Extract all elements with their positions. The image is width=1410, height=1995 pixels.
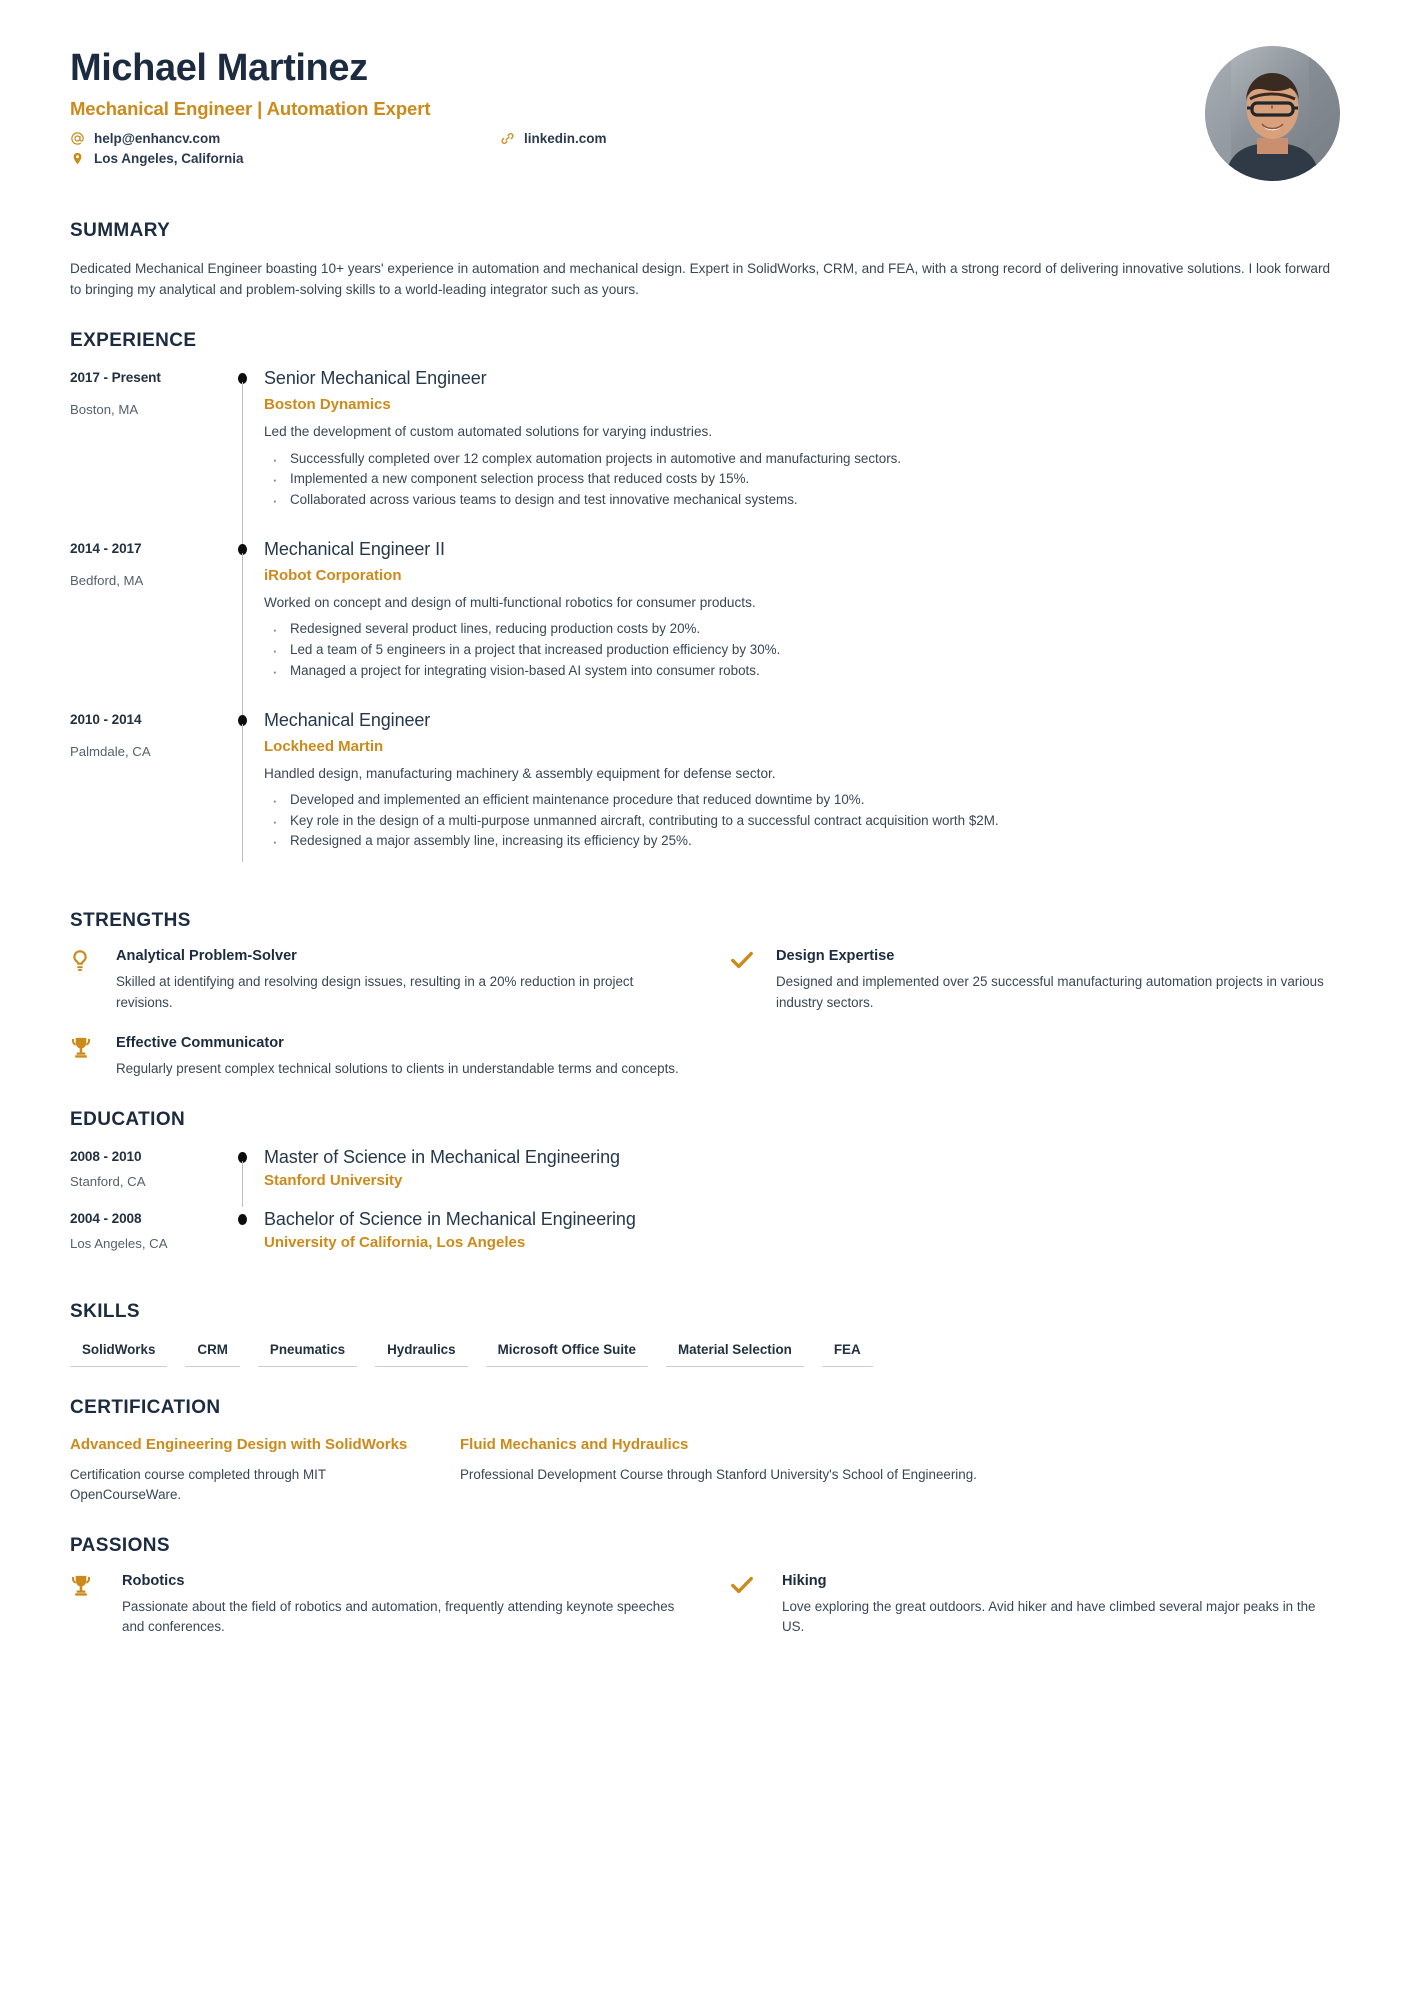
bullet-item: · Managed a project for integrating vision-based AI system into consumer robots. bbox=[264, 661, 1340, 682]
lightbulb-icon bbox=[70, 948, 116, 1013]
passion-title: Hiking bbox=[782, 1572, 827, 1589]
page-title: Michael Martinez bbox=[70, 47, 368, 89]
education-body bbox=[264, 1147, 1340, 1209]
experience-description: Handled design, manufacturing machinery & assembly equipment for defense sector. bbox=[264, 765, 776, 781]
education-body bbox=[264, 1209, 1340, 1271]
experience-location: Bedford, MA bbox=[70, 572, 144, 588]
resume-header bbox=[70, 48, 1340, 198]
passion-body bbox=[122, 1573, 680, 1638]
contact-website[interactable] bbox=[500, 131, 607, 146]
education-entry bbox=[70, 1209, 1340, 1271]
contact-left-column bbox=[70, 131, 244, 171]
strength-text: Skilled at identifying and resolving design issues, resulting in a 20% reduction in project revisions. bbox=[116, 974, 634, 1010]
experience-bullets bbox=[264, 449, 1340, 511]
skills-heading: SKILLS bbox=[70, 1301, 140, 1323]
link-icon bbox=[500, 131, 515, 146]
experience-description: Led the development of custom automated solutions for varying industries. bbox=[264, 424, 713, 440]
check-icon bbox=[730, 948, 776, 1013]
experience-meta bbox=[70, 710, 228, 881]
certification-title: Fluid Mechanics and Hydraulics bbox=[460, 1436, 689, 1454]
summary-text: Dedicated Mechanical Engineer boasting 10+ years' experience in automation and mechanical design. Expert in SolidWorks, CRM, and FEA, with a strong record of delivering innovative solutions. I look forward to bringing my analytical and problem-solving skills to a world-leading integrator such as yours. bbox=[70, 261, 1331, 298]
skill-tag: CRM bbox=[185, 1339, 240, 1367]
passions-grid bbox=[70, 1573, 1340, 1638]
experience-role: Senior Mechanical Engineer bbox=[264, 368, 487, 389]
certification-text: Certification course completed through MIT OpenCourseWare. bbox=[70, 1466, 326, 1502]
experience-entry bbox=[70, 710, 1340, 881]
section-summary bbox=[70, 220, 1340, 300]
passion-title: Robotics bbox=[122, 1572, 185, 1589]
experience-meta bbox=[70, 368, 228, 539]
experience-body bbox=[264, 539, 1340, 710]
bullet-item: · Key role in the design of a multi-purpose unmanned aircraft, contributing to a successful contract acquisition worth $2M. bbox=[264, 811, 1340, 832]
education-meta bbox=[70, 1209, 228, 1271]
timeline-line bbox=[242, 1161, 243, 1207]
passion-item bbox=[730, 1573, 1340, 1638]
experience-meta bbox=[70, 539, 228, 710]
passion-text: Love exploring the great outdoors. Avid hiker and have climbed several major peaks in the US. bbox=[782, 1598, 1316, 1635]
section-education bbox=[70, 1109, 1340, 1271]
bullet-item: · Successfully completed over 12 complex automation projects in automotive and manufacturing sectors. bbox=[264, 449, 1340, 470]
experience-entry bbox=[70, 539, 1340, 710]
check-icon bbox=[730, 1573, 782, 1638]
contact-location bbox=[70, 151, 244, 166]
timeline-rail bbox=[228, 710, 264, 881]
education-degree: Master of Science in Mechanical Engineering bbox=[264, 1147, 620, 1168]
skill-tag: Pneumatics bbox=[258, 1339, 357, 1367]
trophy-icon bbox=[70, 1035, 116, 1079]
skills-list bbox=[70, 1339, 1340, 1367]
strength-text: Designed and implemented over 25 successful manufacturing automation projects in various industry sectors. bbox=[776, 974, 1324, 1010]
experience-body bbox=[264, 368, 1340, 539]
certification-heading: CERTIFICATION bbox=[70, 1397, 221, 1419]
section-certification bbox=[70, 1397, 1340, 1504]
experience-heading: EXPERIENCE bbox=[70, 330, 197, 352]
certification-item bbox=[460, 1435, 1340, 1504]
bullet-item: · Collaborated across various teams to design and test innovative mechanical systems. bbox=[264, 490, 1340, 511]
bullet-item: · Led a team of 5 engineers in a project that increased production efficiency by 30%. bbox=[264, 640, 1340, 661]
experience-company: Lockheed Martin bbox=[264, 737, 384, 755]
certification-grid bbox=[70, 1435, 1340, 1504]
strength-item bbox=[730, 948, 1340, 1013]
experience-role: Mechanical Engineer bbox=[264, 709, 431, 730]
strengths-heading: STRENGTHS bbox=[70, 910, 191, 932]
education-date: 2004 - 2008 bbox=[70, 1211, 142, 1227]
timeline-rail bbox=[228, 539, 264, 710]
strength-item bbox=[70, 1035, 680, 1079]
map-pin-icon bbox=[70, 151, 85, 166]
summary-heading: SUMMARY bbox=[70, 220, 171, 241]
passions-heading: PASSIONS bbox=[70, 1534, 170, 1556]
timeline-line bbox=[242, 382, 243, 545]
experience-location: Palmdale, CA bbox=[70, 743, 151, 759]
education-meta bbox=[70, 1147, 228, 1209]
contact-info bbox=[70, 131, 830, 171]
timeline-dot-icon bbox=[238, 1214, 247, 1225]
education-date: 2008 - 2010 bbox=[70, 1149, 142, 1165]
timeline-rail bbox=[228, 368, 264, 539]
skill-tag: SolidWorks bbox=[70, 1339, 167, 1367]
strength-body bbox=[116, 1035, 680, 1079]
education-entry bbox=[70, 1147, 1340, 1209]
education-heading: EDUCATION bbox=[70, 1109, 186, 1131]
timeline-line bbox=[242, 553, 243, 716]
contact-email-text: help@enhancv.com bbox=[94, 130, 221, 146]
experience-company: iRobot Corporation bbox=[264, 566, 402, 584]
skill-tag: FEA bbox=[822, 1339, 873, 1367]
timeline-line bbox=[242, 724, 243, 863]
passion-text: Passionate about the field of robotics and automation, frequently attending keynote speeches and conferences. bbox=[122, 1598, 675, 1635]
strength-body bbox=[776, 948, 1340, 1013]
strength-body bbox=[116, 948, 680, 1013]
education-school: Stanford University bbox=[264, 1172, 403, 1190]
bullet-item: · Implemented a new component selection process that reduced costs by 15%. bbox=[264, 469, 1340, 490]
experience-description: Worked on concept and design of multi-functional robotics for consumer products. bbox=[264, 594, 756, 610]
skill-tag: Microsoft Office Suite bbox=[486, 1339, 648, 1367]
experience-company: Boston Dynamics bbox=[264, 396, 391, 414]
trophy-icon bbox=[70, 1573, 122, 1638]
experience-bullets bbox=[264, 790, 1340, 852]
experience-entry bbox=[70, 368, 1340, 539]
experience-date: 2017 - Present bbox=[70, 370, 161, 386]
section-strengths bbox=[70, 910, 1340, 1079]
experience-bullets bbox=[264, 619, 1340, 681]
experience-date: 2014 - 2017 bbox=[70, 540, 142, 556]
passion-body bbox=[782, 1573, 1340, 1638]
strength-text: Regularly present complex technical solutions to clients in understandable terms and concepts. bbox=[116, 1060, 679, 1076]
bullet-item: · Redesigned a major assembly line, increasing its efficiency by 25%. bbox=[264, 831, 1340, 852]
skill-tag: Material Selection bbox=[666, 1339, 804, 1367]
passion-item bbox=[70, 1573, 680, 1638]
experience-body bbox=[264, 710, 1340, 881]
skill-tag: Hydraulics bbox=[375, 1339, 467, 1367]
at-icon bbox=[70, 131, 85, 146]
strength-item bbox=[70, 948, 680, 1013]
contact-website-text: linkedin.com bbox=[524, 130, 607, 146]
avatar bbox=[1205, 46, 1340, 181]
bullet-item: · Developed and implemented an efficient maintenance procedure that reduced downtime by 10%. bbox=[264, 790, 1340, 811]
section-skills bbox=[70, 1301, 1340, 1367]
education-school: University of California, Los Angeles bbox=[264, 1234, 526, 1252]
experience-location: Boston, MA bbox=[70, 402, 139, 418]
strength-title: Design Expertise bbox=[776, 948, 895, 965]
contact-location-text: Los Angeles, California bbox=[94, 150, 244, 166]
strengths-grid bbox=[70, 948, 1340, 1079]
section-experience bbox=[70, 330, 1340, 880]
education-location: Stanford, CA bbox=[70, 1174, 146, 1190]
certification-title: Advanced Engineering Design with SolidWorks bbox=[70, 1436, 408, 1454]
certification-text: Professional Development Course through Stanford University's School of Engineering. bbox=[460, 1466, 977, 1482]
strength-title: Effective Communicator bbox=[116, 1034, 284, 1051]
education-degree: Bachelor of Science in Mechanical Engineering bbox=[264, 1209, 636, 1230]
education-location: Los Angeles, CA bbox=[70, 1236, 168, 1252]
timeline-rail bbox=[228, 1147, 264, 1209]
timeline-rail bbox=[228, 1209, 264, 1271]
bullet-item: · Redesigned several product lines, reducing production costs by 20%. bbox=[264, 619, 1340, 640]
strength-title: Analytical Problem-Solver bbox=[116, 948, 297, 965]
section-passions bbox=[70, 1535, 1340, 1638]
experience-date: 2010 - 2014 bbox=[70, 711, 142, 727]
professional-headline: Mechanical Engineer | Automation Expert bbox=[70, 97, 431, 119]
contact-email[interactable] bbox=[70, 131, 244, 146]
certification-item bbox=[70, 1435, 415, 1504]
experience-role: Mechanical Engineer II bbox=[264, 538, 445, 559]
